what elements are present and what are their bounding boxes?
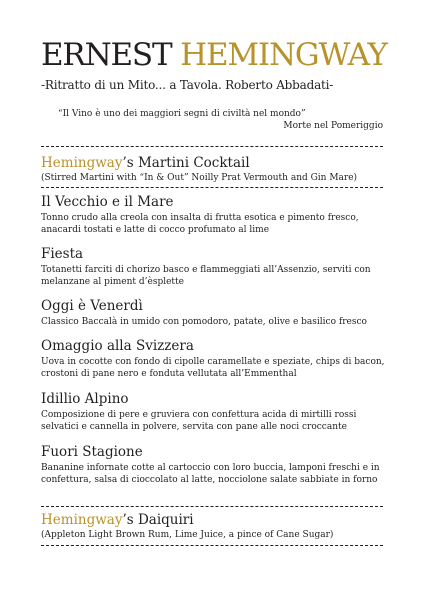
page-title [41,38,387,72]
cocktail-top-title [41,155,250,171]
quote-text: “Il Vino è uno dei maggiori segni di civiltà nel mondo” [58,109,306,119]
cocktail-top-name: ’s Martini Cocktail [122,155,250,171]
dish-title: Il Vecchio e il Mare [41,194,174,210]
divider [41,545,383,547]
dish-title: Omaggio alla Svizzera [41,338,194,354]
title-first-name: ERNEST [41,37,172,73]
cocktail-bottom-name: ’s Daiquiri [122,512,194,528]
cocktail-bottom-highlight: Hemingway [41,512,123,528]
cocktail-top-highlight: Hemingway [41,155,123,171]
dish-title: Fuori Stagione [41,444,143,460]
dish-title: Fiesta [41,246,84,262]
page-subtitle: -Ritratto di un Mito... a Tavola. Roberto Abbadati- [41,78,334,92]
dish-description: Tonno crudo alla creola con insalta di frutta esotica e pimento fresco, anacardi tostati e latte di cocco profumato al lime [41,213,359,235]
dish-title: Oggi è Venerdì [41,298,143,314]
dish-title: Idillio Alpino [41,391,129,407]
quote-author: Morte nel Pomeriggio [283,121,383,131]
dish-description: Composizione di pere e gruviera con confettura acida di mirtilli rossi selvatici e cannella in polvere, servita con pane alle noci croccante [41,410,357,432]
dish-description: Totanetti farciti di chorizo basco e flammeggiati all’Assenzio, serviti con melanzane al piment d’èsplette [41,265,371,287]
divider [41,146,383,148]
cocktail-top-description: (Stirred Martini with “In & Out” Noilly Prat Vermouth and Gin Mare) [41,173,358,183]
title-last-name: HEMINGWAY [180,37,387,73]
divider [41,506,383,508]
divider [41,187,383,189]
dish-description: Bananine infornate cotte al cartoccio con loro buccia, lamponi freschi e in confettura, salsa di cioccolato al latte, nocciolone salate sabbiate in forno [41,463,380,485]
cocktail-bottom-description: (Appleton Light Brown Rum, Lime Juice, a pince of Cane Sugar) [41,530,334,540]
cocktail-bottom-title [41,512,194,528]
dish-description: Classico Baccalà in umido con pomodoro, patate, olive e basilico fresco [41,317,367,327]
dish-description: Uova in cocotte con fondo di cipolle caramellate e speziate, chips di bacon, crostoni di pane nero e fonduta vellutata all’Emmenthal [41,357,385,379]
